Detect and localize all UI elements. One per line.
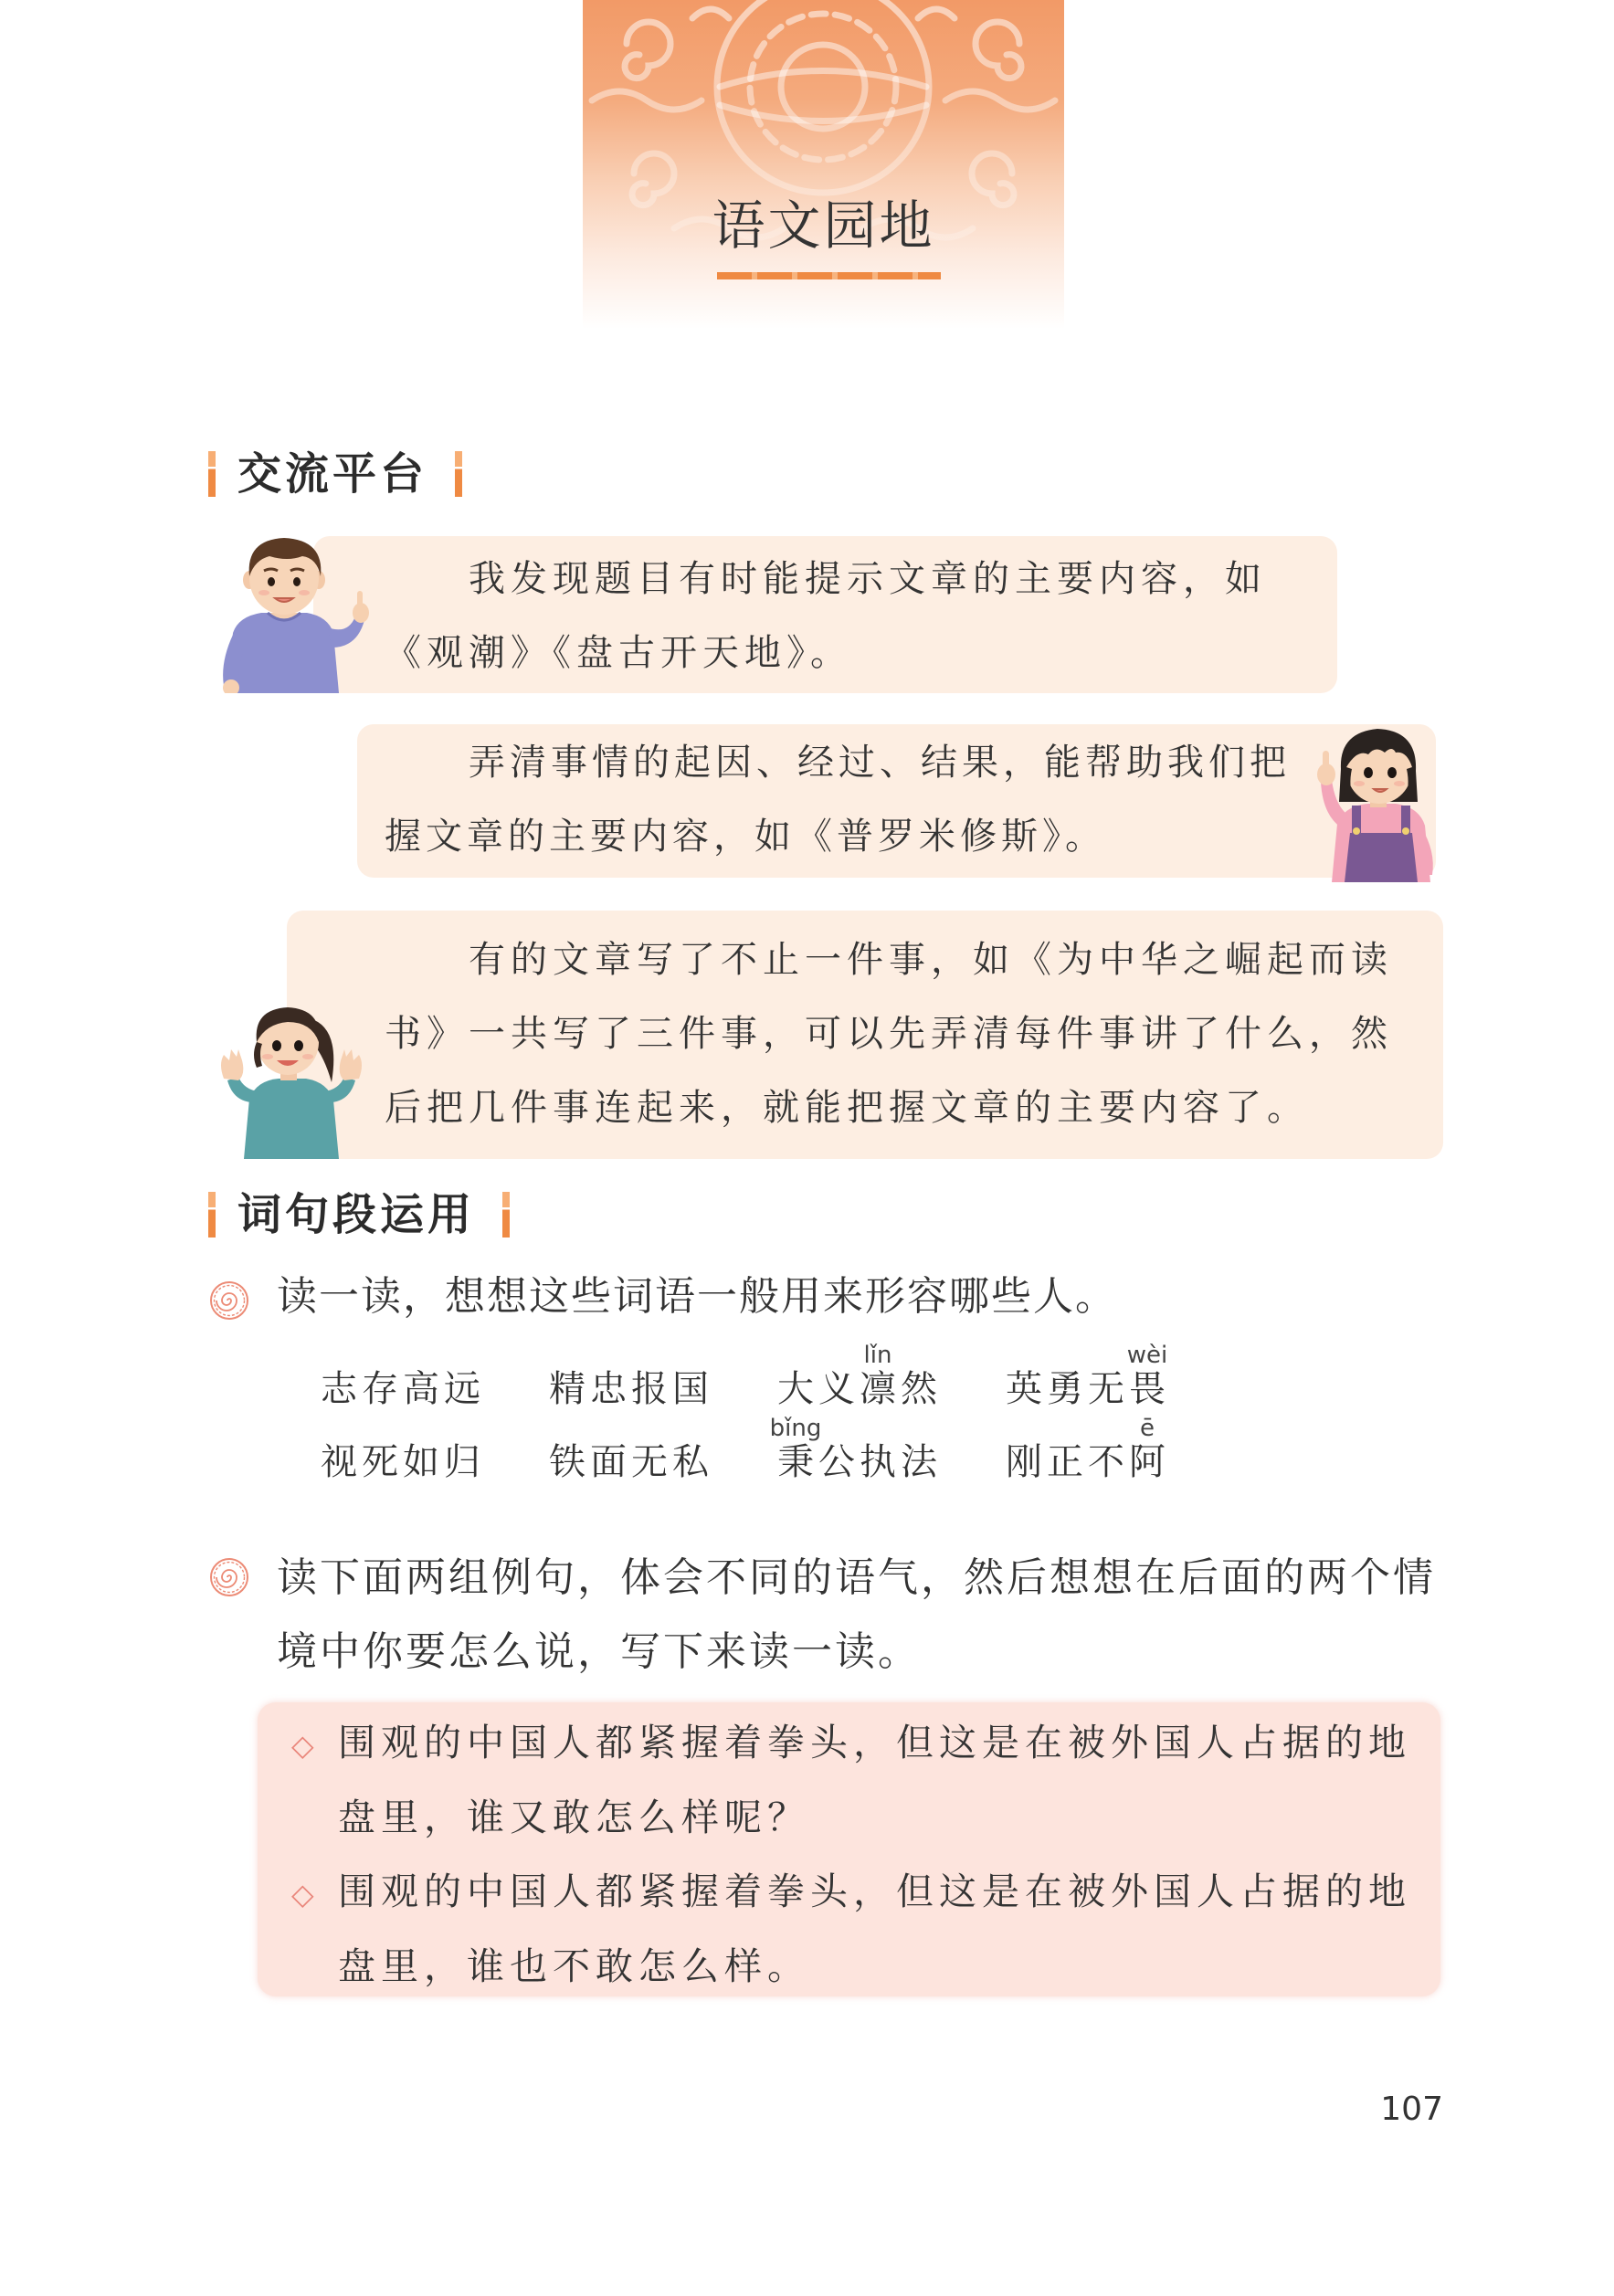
bubble-text — [385, 542, 1267, 690]
word-item — [321, 1440, 549, 1484]
word-item — [549, 1440, 777, 1484]
section-heading-exchange — [208, 447, 462, 501]
word-grid — [321, 1342, 1234, 1513]
spiral-circle-icon — [209, 1280, 249, 1321]
heading-bar-right — [502, 1192, 510, 1238]
diamond-outline-icon: ◇ — [291, 1877, 314, 1912]
boy-illustration — [211, 525, 379, 693]
annotated-char — [1126, 1342, 1168, 1411]
bubble-text — [385, 923, 1393, 1145]
pinyin-annotation: wèi — [1126, 1342, 1168, 1369]
annotated-char-text: 阿 — [1129, 1441, 1166, 1483]
pinyin-annotation: ē — [1140, 1415, 1155, 1442]
word-item — [1006, 1415, 1234, 1484]
text-line: 我发现题目有时能提示文章的主要内容，如 — [469, 558, 1267, 600]
diamond-outline-icon: ◇ — [291, 1728, 314, 1763]
annotated-char — [1129, 1415, 1166, 1484]
heading-bar-left — [208, 1192, 216, 1238]
text-line — [291, 1706, 1411, 1781]
spiral-circle-icon — [209, 1557, 249, 1597]
pinyin-annotation: lǐn — [863, 1342, 892, 1369]
word-item — [769, 1415, 1006, 1484]
text-line: 书》一共写了三件事，可以先弄清每件事讲了什么，然 — [385, 1013, 1393, 1055]
page-title: 语文园地 — [712, 195, 935, 257]
girl-illustration — [1304, 714, 1458, 882]
text-line: 有的文章写了不止一件事，如《为中华之崛起而读 — [469, 939, 1393, 981]
section-heading-text: 交流平台 — [237, 448, 428, 500]
task-instruction — [277, 1541, 1436, 1689]
word-item — [777, 1342, 1006, 1411]
title-underline — [717, 272, 941, 279]
example-sentences — [291, 1706, 1411, 2004]
header-banner — [583, 0, 1064, 329]
girl-illustration — [211, 991, 372, 1159]
pinyin-annotation: bǐng — [769, 1415, 822, 1442]
heading-bar-left — [208, 451, 216, 497]
text-line: 境中你要怎么说，写下来读一读。 — [277, 1628, 921, 1675]
word-text: 精忠报国 — [549, 1368, 713, 1410]
annotated-char — [769, 1415, 822, 1484]
section-heading-word-usage — [208, 1187, 510, 1242]
word-item — [549, 1367, 777, 1411]
word-text: 视死如归 — [321, 1441, 485, 1483]
word-text: 英勇无 — [1006, 1368, 1129, 1410]
sentence-text: 盘里，谁又敢怎么样呢？ — [338, 1795, 810, 1839]
word-text: 然 — [901, 1368, 942, 1410]
word-text: 铁面无私 — [549, 1441, 713, 1483]
sentence-text: 围观的中国人都紧握着拳头，但这是在被外国人占据的地 — [338, 1869, 1411, 1913]
example-sentence — [291, 1706, 1411, 1855]
text-line: 弄清事情的起因、经过、结果，能帮助我们把 — [469, 742, 1291, 784]
annotated-char-text: 凛 — [860, 1368, 896, 1410]
sentence-text: 围观的中国人都紧握着拳头，但这是在被外国人占据的地 — [338, 1721, 1411, 1764]
word-item — [1006, 1342, 1234, 1411]
page-number: 107 — [1380, 2091, 1443, 2128]
word-text: 志存高远 — [321, 1368, 485, 1410]
example-sentence — [291, 1855, 1411, 2004]
text-line: 握文章的主要内容，如《普罗米修斯》。 — [385, 816, 1106, 858]
bubble-text — [385, 726, 1291, 874]
sentence-text: 盘里，谁也不敢怎么样。 — [338, 1943, 810, 1988]
section-heading-text: 词句段运用 — [237, 1189, 476, 1240]
annotated-char-text: 畏 — [1129, 1368, 1166, 1410]
word-text: 刚正不 — [1006, 1441, 1129, 1483]
word-text: 大义 — [777, 1368, 860, 1410]
text-line: 读下面两组例句，体会不同的语气，然后想想在后面的两个情 — [277, 1554, 1436, 1601]
task-instruction: 读一读，想想这些词语一般用来形容哪些人。 — [277, 1273, 1117, 1320]
word-text: 公执法 — [818, 1441, 942, 1483]
text-line — [291, 1781, 1411, 1856]
text-line — [291, 1930, 1411, 2005]
text-line: 后把几件事连起来，就能把握文章的主要内容了。 — [385, 1087, 1309, 1129]
annotated-char-text: 秉 — [777, 1441, 814, 1483]
heading-bar-right — [455, 451, 462, 497]
word-item — [321, 1367, 549, 1411]
text-line — [291, 1855, 1411, 1930]
annotated-char — [860, 1342, 896, 1411]
text-line: 《观潮》《盘古开天地》。 — [385, 632, 852, 674]
